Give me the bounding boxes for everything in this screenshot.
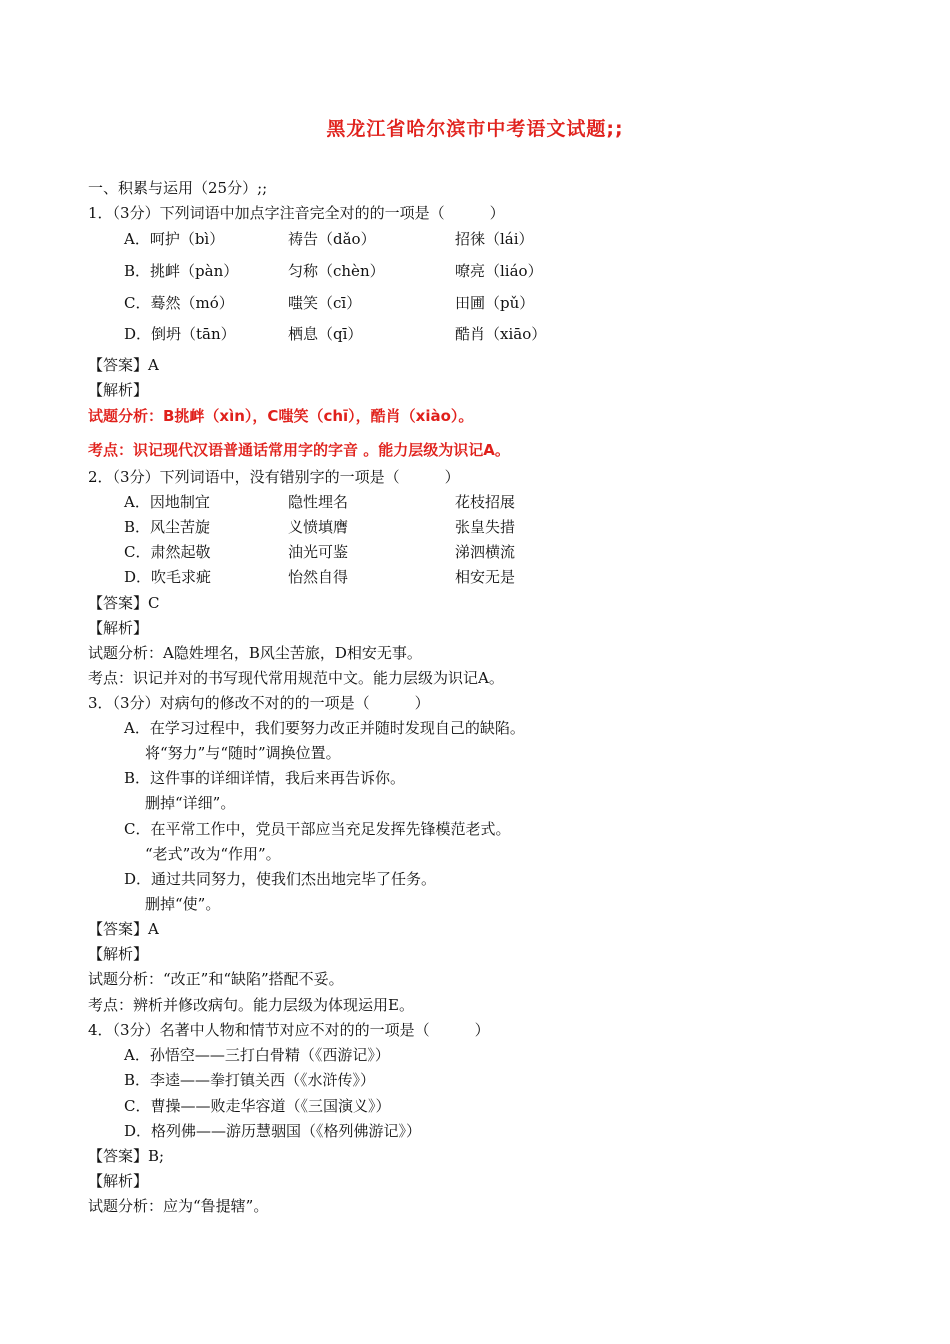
q1-option-d2: 栖息（qī） [288, 325, 363, 343]
q3-option-a-fix: 将“努力”与“随时”调换位置。 [145, 744, 341, 762]
q2-option-d1: D．吹毛求疵 [124, 568, 212, 586]
q2-option-c1: C．肃然起敬 [124, 543, 211, 561]
q1-option-a2: 祷告（dǎo） [288, 230, 376, 248]
q1-option-b1: B．挑衅（pàn） [124, 262, 239, 280]
q1-option-c1: C．蓦然（mó） [124, 294, 234, 312]
q2-answer: 【答案】C [88, 594, 160, 612]
q4-analysis: 试题分析：应为“鲁提辖”。 [88, 1197, 269, 1215]
q1-option-d3: 酷肖（xiāo） [455, 325, 547, 343]
q1-analysis: 试题分析：B挑衅（xìn），C嗤笑（chī），酷肖（xiào）。 [88, 407, 474, 425]
q3-analysis: 试题分析：“改正”和“缺陷”搭配不妥。 [88, 970, 344, 988]
q3-option-c-fix: “老式”改为“作用”。 [145, 845, 281, 863]
q1-stem: 1．（3分）下列词语中加点字注音完全对的的一项是（ ） [88, 204, 505, 222]
q4-option-c: C．曹操——败走华容道（《三国演义》） [124, 1097, 391, 1115]
q1-option-c2: 嗤笑（cī） [288, 294, 362, 312]
q2-point: 考点：识记并对的书写现代常用规范中文。能力层级为识记A。 [88, 669, 504, 687]
q1-option-c3: 田圃（pǔ） [455, 294, 535, 312]
section-heading: 一、积累与运用（25分）;; [88, 179, 268, 197]
q3-option-b-fix: 删掉“详细”。 [145, 794, 236, 812]
q3-option-a: A．在学习过程中，我们要努力改正并随时发现自己的缺陷。 [124, 719, 525, 737]
q4-option-b: B．李逵——拳打镇关西（《水浒传》） [124, 1071, 376, 1089]
q2-option-b2: 义愤填膺 [288, 518, 349, 536]
q2-analysis-label: 【解析】 [88, 619, 149, 637]
q3-stem: 3．（3分）对病句的修改不对的的一项是（ ） [88, 694, 430, 712]
q2-stem: 2．（3分）下列词语中，没有错别字的一项是（ ） [88, 468, 460, 486]
q1-analysis-label: 【解析】 [88, 381, 149, 399]
q2-option-b1: B．风尘苦旋 [124, 518, 211, 536]
q2-option-c3: 涕泗横流 [455, 543, 516, 561]
q3-option-d-fix: 删掉“使”。 [145, 895, 221, 913]
document-title: 黑龙江省哈尔滨市中考语文试题;; [326, 118, 624, 140]
q2-option-a1: A．因地制宜 [124, 493, 210, 511]
q2-option-a2: 隐性埋名 [288, 493, 349, 511]
q2-option-d3: 相安无是 [455, 568, 516, 586]
q2-option-d2: 怡然自得 [288, 568, 349, 586]
q3-option-b: B．这件事的详细详情，我后来再告诉你。 [124, 769, 406, 787]
q4-analysis-label: 【解析】 [88, 1172, 149, 1190]
q3-option-d: D．通过共同努力，使我们杰出地完毕了任务。 [124, 870, 437, 888]
q3-analysis-label: 【解析】 [88, 945, 149, 963]
q3-point: 考点：辨析并修改病句。能力层级为体现运用E。 [88, 996, 414, 1014]
q4-answer: 【答案】B; [88, 1147, 165, 1165]
q3-answer: 【答案】A [88, 920, 159, 938]
q1-option-d1: D．倒坍（tān） [124, 325, 236, 343]
q4-stem: 4．（3分）名著中人物和情节对应不对的的一项是（ ） [88, 1021, 490, 1039]
q2-option-a3: 花枝招展 [455, 493, 516, 511]
q1-option-b2: 匀称（chèn） [288, 262, 385, 280]
q2-option-c2: 油光可鉴 [288, 543, 349, 561]
q1-answer: 【答案】A [88, 356, 159, 374]
q4-option-d: D．格列佛——游历慧骃国（《格列佛游记》） [124, 1122, 422, 1140]
q4-option-a: A．孙悟空——三打白骨精（《西游记》） [124, 1046, 390, 1064]
q1-option-b3: 嘹亮（liáo） [455, 262, 543, 280]
q2-analysis: 试题分析：A隐姓埋名，B风尘苦旅，D相安无事。 [88, 644, 422, 662]
q1-option-a1: A．呵护（bì） [124, 230, 225, 248]
q1-point: 考点：识记现代汉语普通话常用字的字音 。能力层级为识记A。 [88, 441, 510, 459]
q3-option-c: C．在平常工作中，党员干部应当充足发挥先锋模范老式。 [124, 820, 511, 838]
q1-option-a3: 招徕（lái） [455, 230, 534, 248]
q2-option-b3: 张皇失措 [455, 518, 516, 536]
